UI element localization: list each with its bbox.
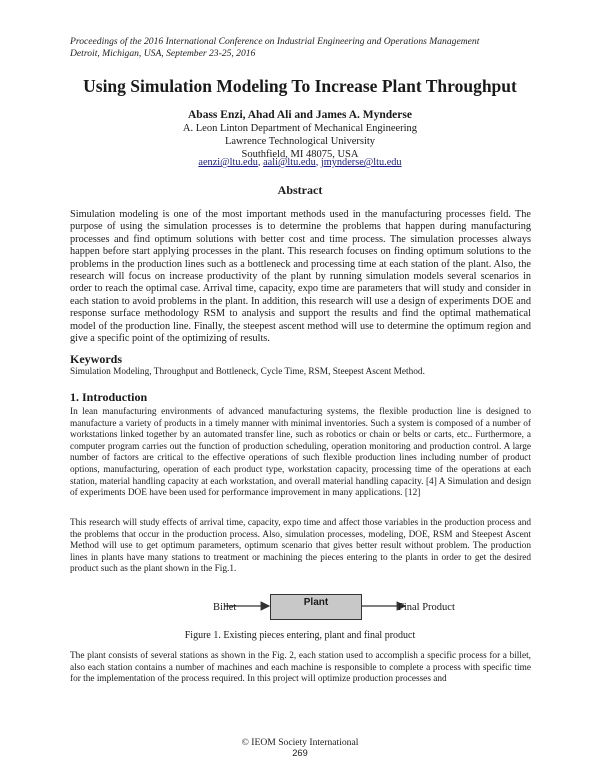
abstract-heading: Abstract (277, 183, 323, 197)
email-separator: , (315, 157, 321, 168)
figure-output-label: Final Product (398, 602, 455, 613)
author-list: Abass Enzi, Ahad Ali and James A. Mynderse (188, 109, 412, 121)
keywords-text: Simulation Modeling, Throughput and Bottleneck, Cycle Time, RSM, Steepest Ascent Method. (70, 367, 425, 377)
affiliation-address: Southfield, MI 48075, USA (241, 149, 359, 160)
introduction-paragraph-2: This research will study effects of arrival time, capacity, expo time and affect those variables in the production process and the problems that occur in the production process. Also, simulation processes, modeling, DOE, RSM and Steepest Ascent Method will use to get optimum parameters, optimum scenario that gives better result without problem. The production lines in plants have many stations to treatment or machining the pieces entering to the plants in order to get the desired product such as the plant shown in the Fig.1. (70, 518, 531, 575)
figure-input-label: Billet (213, 602, 237, 613)
page-number: 269 (292, 748, 308, 758)
introduction-paragraph-1: In lean manufacturing environments of advanced manufacturing systems, the flexible production line is designed to manufacture a variety of products in a timely manner with minimal inventories. Such a system is composed of a number of workstations linked together by an automated transfer line, such as robotics or chain or belts or carts, etc.. Furthermore, a computer program carries out the function of production scheduling, operation monitoring and production control. A large number of factors are critical to the effective operations of such flexible production lines including number of product options, manufacturing, operation of each product type, workstation capacity, processing time of the operations at each station, material handling capacity at each workstation, and overall material handling capacity. [4] A Simulation and design of experiments DOE have been used for performance improvement in many applications. [12] (70, 407, 531, 499)
plant-box: Plant (270, 594, 362, 620)
copyright-footer: © IEOM Society International (241, 737, 359, 748)
paper-title: Using Simulation Modeling To Increase Plant Throughput (83, 76, 517, 96)
affiliation-department: A. Leon Linton Department of Mechanical Engineering (182, 123, 418, 134)
keywords-heading: Keywords (70, 352, 122, 366)
introduction-heading: 1. Introduction (70, 390, 148, 404)
email-link-ali[interactable]: aali@ltu.edu (263, 157, 316, 168)
email-link-mynderse[interactable]: jmynderse@ltu.edu (320, 157, 402, 168)
figure-1-caption: Figure 1. Existing pieces entering, plant and final product (184, 630, 416, 641)
introduction-paragraph-3: The plant consists of several stations as shown in the Fig. 2, each station used to accomplish a specific process for a billet, also each station contains a number of machines and each machine is responsible to complete a process with specific time for the implementation of the process required. In this project will optimize production processes and (70, 651, 531, 685)
email-link-enzi[interactable]: aenzi@ltu.edu (198, 157, 258, 168)
header-line-1: Proceedings of the 2016 International Conference on Industrial Engineering and Operations Management (70, 36, 480, 47)
abstract-text: Simulation modeling is one of the most important methods used in the manufacturing processes field. The purpose of using the simulation processes is to determine the problems that happen during manufacturing processes and find optimum solutions with better cost and time process. The simulation processes always happen before start applying processes in the plant. This research focuses on finding optimum solutions to the problems in the production lines such as a bottleneck and processing time at each station of the plant. Also, the research will focus on increase productivity of the plant by running simulation models several scenarios in order to reach the optimal case. Arrival time, capacity, expo time are parameters that will study and consider in each station to avoid problems in the plant. In addition, this research will use a design of experiments DOE and response surface methodology RSM to analysis and support the results and find the optimal mathematical model of the production line. Finally, the steepest ascent method will use to determine the optimum region and give a specific point of the optimizing of results. (70, 209, 531, 345)
affiliation-university: Lawrence Technological University (224, 136, 376, 147)
email-separator: , (257, 157, 264, 168)
header-line-2: Detroit, Michigan, USA, September 23-25, 2016 (70, 48, 256, 59)
